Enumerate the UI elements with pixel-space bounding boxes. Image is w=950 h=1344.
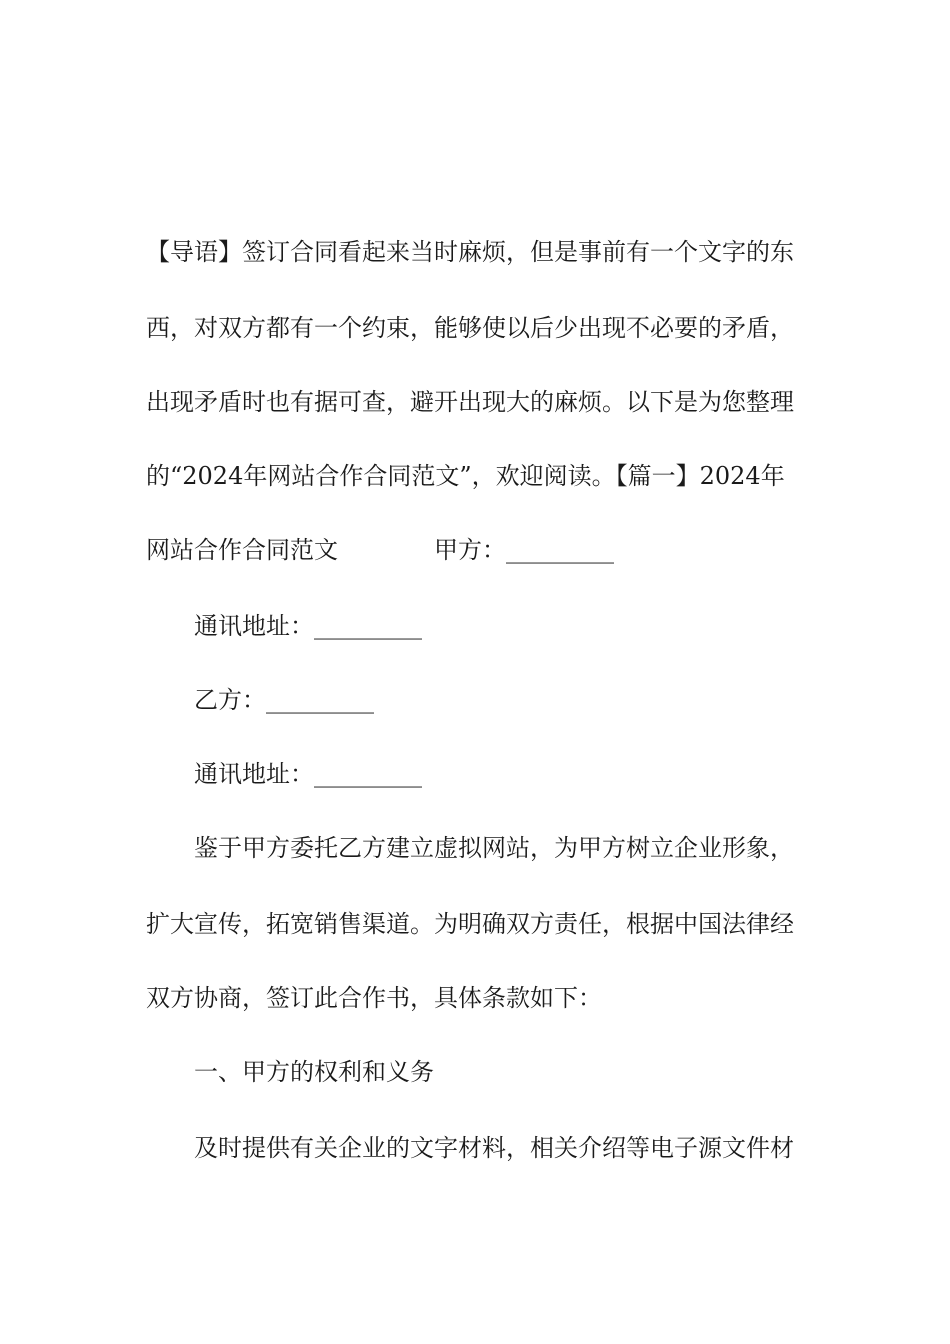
- party-a-field: 甲方：_________: [434, 536, 614, 564]
- preamble-line-2: 扩大宣传，拓宽销售渠道。为明确双方责任，根据中国法律经: [146, 910, 794, 938]
- party-b-address: 通讯地址：_________: [194, 760, 422, 788]
- section-heading: 一、甲方的权利和义务: [194, 1058, 434, 1086]
- intro-line-2: 西，对双方都有一个约束，能够使以后少出现不必要的矛盾，: [146, 314, 794, 342]
- preamble-line-3: 双方协商，签订此合作书，具体条款如下：: [146, 984, 602, 1012]
- intro-line-3: 出现矛盾时也有据可查，避开出现大的麻烦。以下是为您整理: [146, 388, 794, 416]
- party-a-address: 通讯地址：_________: [194, 612, 422, 640]
- intro-line-1: 【导语】签订合同看起来当时麻烦，但是事前有一个文字的东: [146, 238, 794, 266]
- intro-line-4: 的“2024年网站合作合同范文”，欢迎阅读。【篇一】2024年: [146, 462, 785, 490]
- preamble-line-1: 鉴于甲方委托乙方建立虚拟网站，为甲方树立企业形象，: [194, 834, 794, 862]
- party-b-field: 乙方：_________: [194, 686, 374, 714]
- clause-line-1: 及时提供有关企业的文字材料，相关介绍等电子源文件材: [194, 1134, 794, 1162]
- contract-title: 网站合作合同范文: [146, 536, 338, 564]
- title-line: [146, 535, 816, 565]
